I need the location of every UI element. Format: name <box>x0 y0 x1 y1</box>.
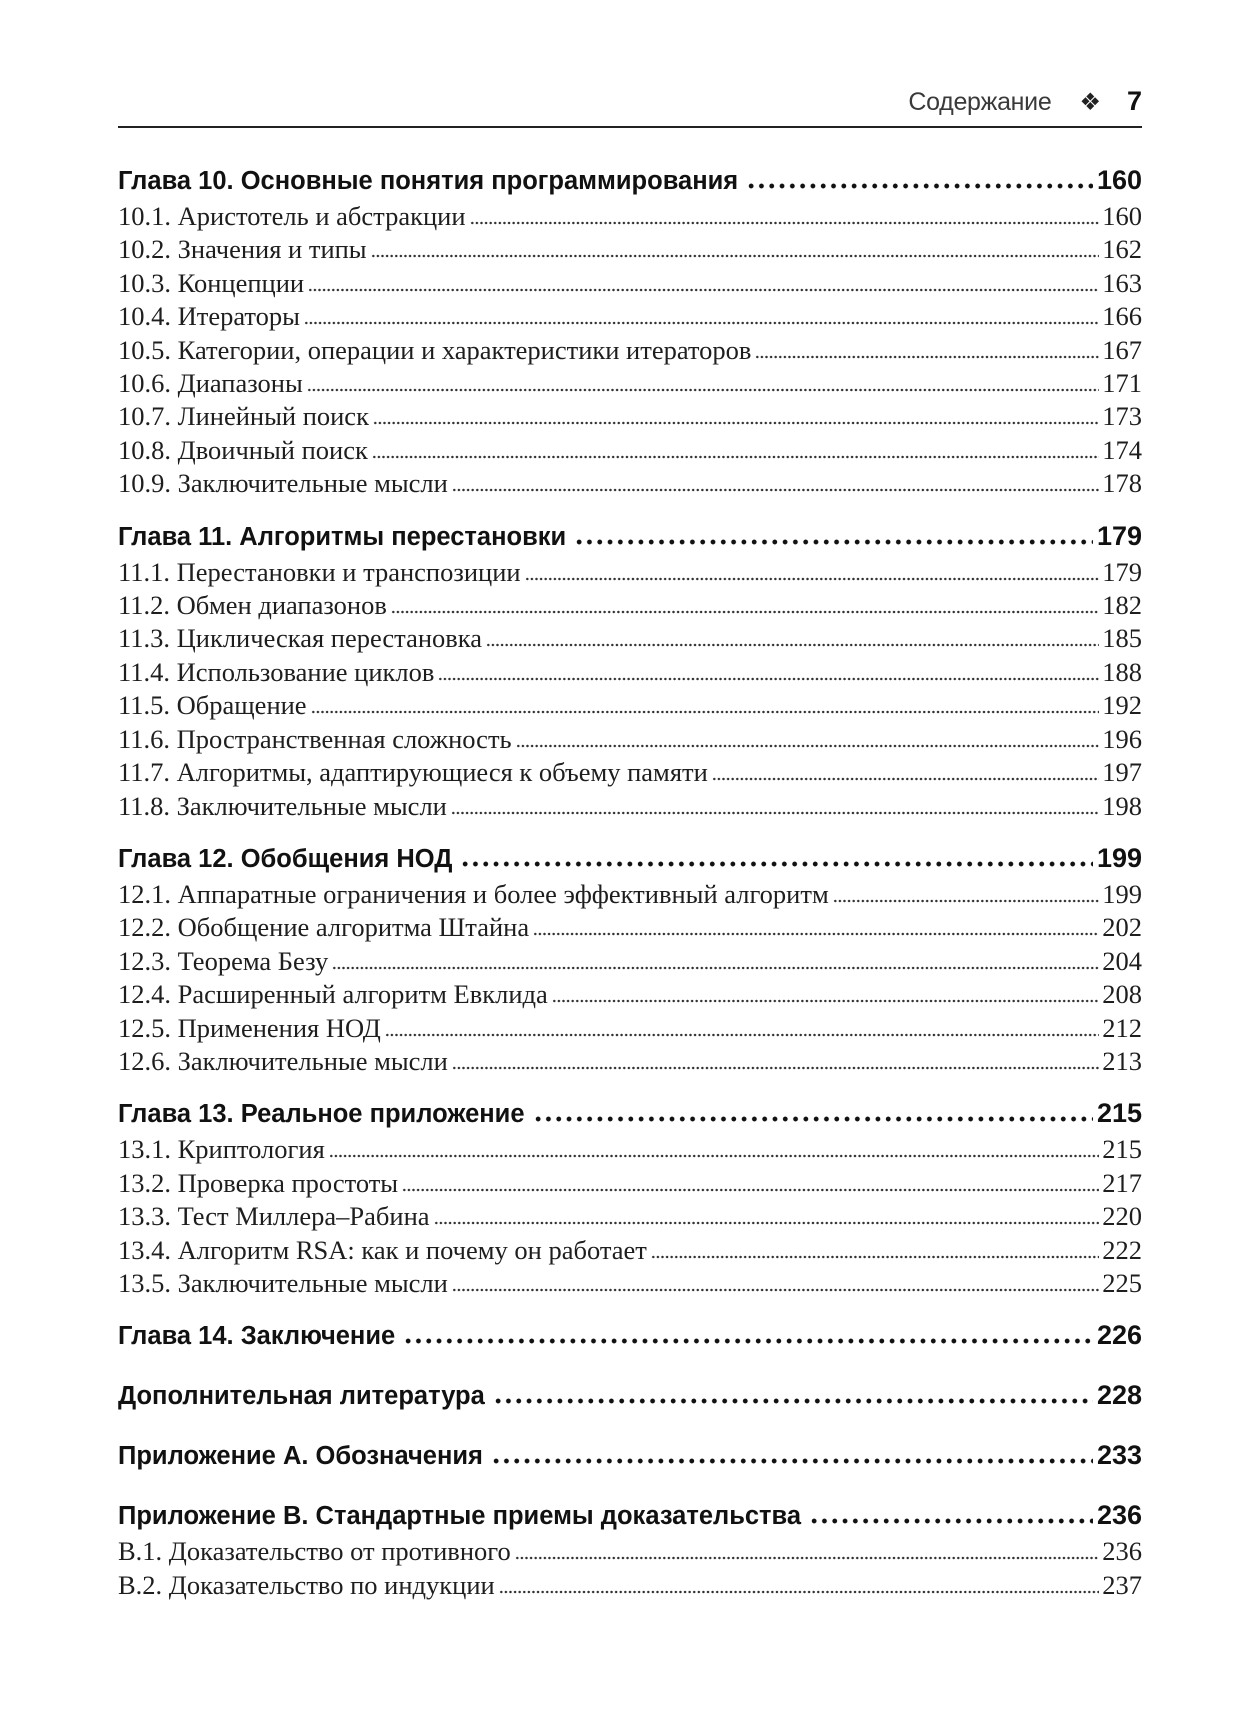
dot-leader <box>434 1204 1100 1225</box>
section-page-number: 222 <box>1102 1234 1142 1265</box>
toc-section[interactable] <box>118 267 1142 300</box>
dot-leader <box>651 1237 1099 1258</box>
toc-section[interactable] <box>118 1535 1142 1568</box>
dot-leader <box>373 404 1099 425</box>
dot-leader <box>809 1501 1093 1524</box>
section-title: 11.6. Пространственная сложность <box>118 723 512 754</box>
toc-section[interactable] <box>118 978 1142 1011</box>
section-page-number: 192 <box>1102 690 1142 721</box>
ornament-icon: ❖ <box>1079 89 1101 116</box>
page-number: 7 <box>1126 86 1142 116</box>
chapter-title: Приложение A. Обозначения <box>118 1442 483 1471</box>
section-title: 12.5. Применения НОД <box>118 1012 381 1043</box>
section-title: 12.3. Теорема Безу <box>118 945 329 976</box>
chapter-page-number: 226 <box>1096 1320 1142 1351</box>
chapter-title: Глава 14. Заключение <box>118 1322 396 1351</box>
section-page-number: 173 <box>1102 401 1142 432</box>
toc-section[interactable] <box>118 1045 1142 1078</box>
section-title: 10.8. Двоичный поиск <box>118 434 368 465</box>
section-title: 10.6. Диапазоны <box>118 368 303 399</box>
dot-leader <box>493 1381 1093 1404</box>
section-title: B.1. Доказательство от противного <box>118 1536 511 1567</box>
toc-section[interactable] <box>118 1267 1142 1300</box>
table-of-contents <box>118 162 1142 1602</box>
chapter-title: Глава 13. Реальное приложение <box>118 1100 525 1129</box>
section-page-number: 188 <box>1102 656 1142 687</box>
toc-chapter[interactable] <box>118 1437 1142 1475</box>
section-title: 10.2. Значения и типы <box>118 234 367 265</box>
dot-leader <box>470 204 1100 225</box>
section-page-number: 171 <box>1102 368 1142 399</box>
toc-section[interactable] <box>118 400 1142 433</box>
toc-section[interactable] <box>118 756 1142 789</box>
section-title: 10.5. Категории, операции и характеристики итераторов <box>118 334 752 365</box>
section-page-number: 163 <box>1102 267 1142 298</box>
dot-leader <box>403 1321 1093 1344</box>
page-header <box>118 86 1142 117</box>
section-page-number: 217 <box>1102 1167 1142 1198</box>
chapter-page-number: 179 <box>1096 520 1142 551</box>
dot-leader <box>574 522 1093 545</box>
chapter-page-number: 199 <box>1096 842 1142 873</box>
section-page-number: 198 <box>1102 790 1142 821</box>
section-title: 13.4. Алгоритм RSA: как и почему он работает <box>118 1234 647 1265</box>
section-page-number: 179 <box>1102 556 1142 587</box>
toc-section[interactable] <box>118 589 1142 622</box>
dot-leader <box>516 727 1100 748</box>
chapter-title: Глава 12. Обобщения НОД <box>118 844 453 873</box>
section-page-number: 213 <box>1102 1045 1142 1076</box>
toc-section[interactable] <box>118 334 1142 367</box>
toc-chapter[interactable] <box>118 840 1142 878</box>
section-page-number: 174 <box>1102 434 1142 465</box>
section-title: 12.1. Аппаратные ограничения и более эффективный алгоритм <box>118 878 829 909</box>
section-title: 10.1. Аристотель и абстракции <box>118 201 466 231</box>
dot-leader <box>311 693 1100 714</box>
toc-section[interactable] <box>118 878 1142 911</box>
toc-section[interactable] <box>118 1234 1142 1267</box>
chapter-title: Глава 10. Основные понятия программирования <box>118 167 739 195</box>
section-page-number: 199 <box>1102 878 1142 909</box>
dot-leader <box>438 660 1099 681</box>
section-title: 10.4. Итераторы <box>118 301 300 332</box>
toc-section[interactable] <box>118 656 1142 689</box>
dot-leader <box>371 237 1100 258</box>
section-title: 10.7. Линейный поиск <box>118 401 369 432</box>
section-page-number: 204 <box>1102 945 1142 976</box>
dot-leader <box>712 760 1099 781</box>
toc-section[interactable] <box>118 1012 1142 1045</box>
toc-chapter[interactable] <box>118 162 1142 200</box>
section-page-number: 182 <box>1102 590 1142 621</box>
toc-chapter[interactable] <box>118 518 1142 556</box>
toc-chapter[interactable] <box>118 1377 1142 1415</box>
section-title: 10.3. Концепции <box>118 267 305 298</box>
toc-section[interactable] <box>118 1569 1142 1602</box>
toc-chapter[interactable] <box>118 1497 1142 1535</box>
section-title: 11.7. Алгоритмы, адаптирующиеся к объему памяти <box>118 757 708 788</box>
dot-leader <box>499 1573 1100 1594</box>
toc-section[interactable] <box>118 367 1142 400</box>
section-title: 12.6. Заключительные мысли <box>118 1045 448 1076</box>
chapter-page-number: 233 <box>1096 1440 1142 1471</box>
section-title: 13.3. Тест Миллера–Рабина <box>118 1201 430 1232</box>
running-title: Содержание <box>908 88 1052 116</box>
section-page-number: 225 <box>1102 1267 1142 1298</box>
dot-leader <box>452 471 1099 492</box>
chapter-title: Глава 11. Алгоритмы перестановки <box>118 522 567 551</box>
section-title: 13.1. Криптология <box>118 1134 325 1165</box>
dot-leader <box>307 371 1099 392</box>
toc-section[interactable] <box>118 1133 1142 1166</box>
dot-leader <box>533 915 1099 936</box>
dot-leader <box>533 1099 1093 1122</box>
toc-section[interactable] <box>118 1167 1142 1200</box>
section-page-number: 202 <box>1102 912 1142 943</box>
section-title: B.2. Доказательство по индукции <box>118 1569 495 1600</box>
section-page-number: 162 <box>1102 234 1142 265</box>
chapter-page-number: 236 <box>1096 1500 1142 1531</box>
section-page-number: 220 <box>1102 1201 1142 1232</box>
section-page-number: 208 <box>1102 979 1142 1010</box>
section-title: 11.5. Обращение <box>118 690 307 721</box>
toc-chapter[interactable] <box>118 1317 1142 1355</box>
toc-section[interactable] <box>118 556 1142 589</box>
section-title: 11.3. Циклическая перестановка <box>118 623 483 654</box>
chapter-title: Приложение B. Стандартные приемы доказательства <box>118 1502 802 1531</box>
dot-leader <box>486 626 1099 647</box>
toc-section[interactable] <box>118 723 1142 756</box>
dot-leader <box>329 1137 1099 1158</box>
toc-section[interactable] <box>118 945 1142 978</box>
dot-leader <box>451 793 1099 814</box>
chapter-page-number: 228 <box>1096 1380 1142 1411</box>
section-page-number: 212 <box>1102 1012 1142 1043</box>
dot-leader <box>755 337 1099 358</box>
toc-section[interactable] <box>118 1200 1142 1233</box>
dot-leader <box>402 1171 1099 1192</box>
header-rule <box>118 126 1142 128</box>
section-title: 13.2. Проверка простоты <box>118 1167 399 1198</box>
section-title: 12.2. Обобщение алгоритма Штайна <box>118 912 530 943</box>
section-page-number: 167 <box>1102 334 1142 365</box>
chapter-page-number: 215 <box>1096 1098 1142 1129</box>
dot-leader <box>452 1049 1099 1070</box>
dot-leader <box>385 1015 1099 1036</box>
dot-leader <box>452 1271 1099 1292</box>
section-page-number: 166 <box>1102 301 1142 332</box>
toc-section[interactable] <box>118 790 1142 823</box>
chapter-title: Дополнительная литература <box>118 1382 485 1411</box>
dot-leader <box>833 882 1100 903</box>
toc-section[interactable] <box>118 434 1142 467</box>
dot-leader <box>746 166 1093 189</box>
dot-leader <box>304 304 1099 325</box>
dot-leader <box>525 559 1100 580</box>
section-page-number: 185 <box>1102 623 1142 654</box>
chapter-page-number: 160 <box>1096 165 1142 195</box>
toc-chapter[interactable] <box>118 1095 1142 1133</box>
section-title: 10.9. Заключительные мысли <box>118 468 448 499</box>
section-page-number: 160 <box>1102 201 1142 231</box>
dot-leader <box>460 844 1092 867</box>
toc-section[interactable] <box>118 622 1142 655</box>
toc-section[interactable] <box>118 689 1142 722</box>
section-page-number: 196 <box>1102 723 1142 754</box>
section-title: 11.8. Заключительные мысли <box>118 790 447 821</box>
toc-section[interactable] <box>118 300 1142 333</box>
section-page-number: 237 <box>1102 1569 1142 1600</box>
section-title: 11.4. Использование циклов <box>118 656 435 687</box>
section-page-number: 178 <box>1102 468 1142 499</box>
section-title: 11.2. Обмен диапазонов <box>118 590 387 621</box>
section-title: 12.4. Расширенный алгоритм Евклида <box>118 979 548 1010</box>
section-page-number: 215 <box>1102 1134 1142 1165</box>
section-page-number: 236 <box>1102 1536 1142 1567</box>
toc-section[interactable] <box>118 911 1142 944</box>
dot-leader <box>308 271 1099 292</box>
dot-leader <box>491 1441 1093 1464</box>
toc-section[interactable] <box>118 200 1142 233</box>
dot-leader <box>332 949 1099 970</box>
section-title: 11.1. Перестановки и транспозиции <box>118 556 521 587</box>
dot-leader <box>372 438 1099 459</box>
section-title: 13.5. Заключительные мысли <box>118 1267 448 1298</box>
dot-leader <box>515 1539 1100 1560</box>
toc-section[interactable] <box>118 467 1142 500</box>
dot-leader <box>391 593 1099 614</box>
toc-section[interactable] <box>118 233 1142 266</box>
dot-leader <box>552 982 1099 1003</box>
section-page-number: 197 <box>1102 757 1142 788</box>
